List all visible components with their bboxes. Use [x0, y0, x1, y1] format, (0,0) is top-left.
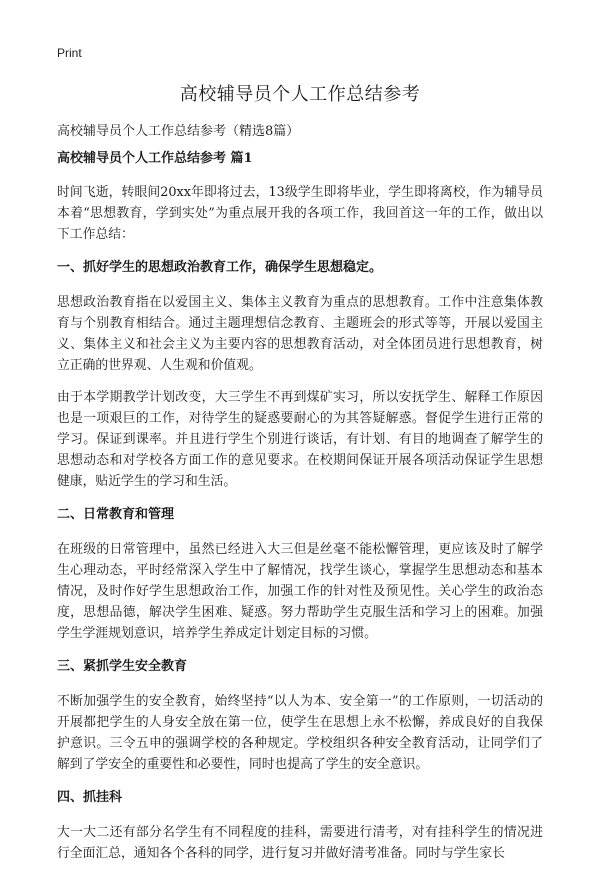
section-heading-4: 四、抓挂科	[57, 790, 123, 805]
intro-paragraph: 时间飞逝，转眼间20xx年即将过去，13级学生即将毕业，学生即将离校，作为辅导员本着“思想教育，学到实处”为重点展开我的各项工作，我回首这一年的工作，做出以下工作总结：	[57, 185, 543, 242]
section-4-paragraph-1: 大一大二还有部分名学生有不同程度的挂科，需要进行清考，对有挂科学生的情况进行全面汇总，通知各个各科的同学，进行复习并做好清考准备。同时与学生家长	[57, 825, 543, 861]
article-title: 高校辅导员个人工作总结参考 篇1	[57, 151, 253, 166]
section-1-paragraph-2: 由于本学期教学计划改变，大三学生不再到煤矿实习，所以安抚学生、解释工作原因也是一项艰巨的工作，对待学生的疑惑要耐心的为其答疑解惑。督促学生进行正常的学习。保证到课率。并且进行学生个别进行谈话，有计划、有目的地调查了解学生的思想动态和对学校各方面工作的意见要求。在校期间保证开展各项活动保证学生思想健康，贴近学生的学习和生活。	[57, 390, 543, 489]
document-subtitle: 高校辅导员个人工作总结参考（精选8篇）	[57, 124, 300, 139]
article-body	[57, 150, 543, 875]
section-3-paragraph-1: 不断加强学生的安全教育，始终坚持“以人为本、安全第一”的工作原则，一切活动的开展都把学生的人身安全放在第一位，使学生在思想上永不松懈，养成良好的自我保护意识。三令五申的强调学校的各种规定。学校组织各种安全教育活动，让同学们了解到了学安全的重要性和必要性，同时也提高了学生的安全意识。	[57, 694, 543, 772]
section-heading-1: 一、抓好学生的思想政治教育工作，确保学生思想稳定。	[57, 260, 383, 275]
section-2-paragraph-1: 在班级的日常管理中，虽然已经进入大三但是丝毫不能松懈管理，更应该及时了解学生心理动态，平时经常深入学生中了解情况，找学生谈心，掌握学生思想动态和基本情况，及时作好学生思想政治工作，加强工作的针对性及预见性。关心学生的政治态度，思想品德，解决学生困难、疑惑。努力帮助学生克服生活和学习上的困难。加强学生学涯规划意识，培养学生养成定计划定目标的习惯。	[57, 542, 543, 641]
section-heading-3: 三、紧抓学生安全教育	[57, 659, 188, 674]
print-link[interactable]: Print	[57, 46, 82, 60]
section-1-paragraph-1: 思想政治教育指在以爱国主义、集体主义教育为重点的思想教育。工作中注意集体教育与个别教育相结合。通过主题理想信念教育、主题班会的形式等等，开展以爱国主义、集体主义和社会主义为主要内容的思想教育活动，对全体团员进行思想教育，树立正确的世界观、人生观和价值观。	[57, 295, 543, 373]
page-title: 高校辅导员个人工作总结参考	[179, 84, 421, 105]
section-heading-2: 二、日常教育和管理	[57, 507, 175, 522]
